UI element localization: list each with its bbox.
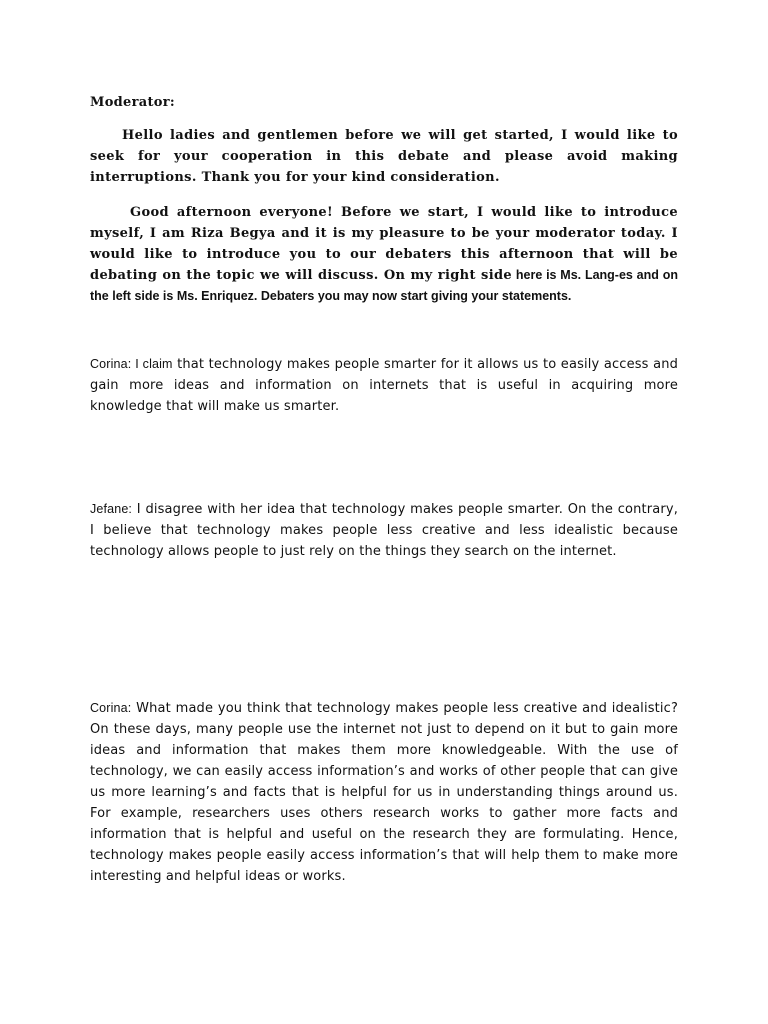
moderator-intro-paragraph-2-main: Good afternoon everyone! Before we start, I would like to introduce myself, I am Riza Begya and it is my pleasure to be your moderator today. I would like to introduce you to our debaters this afternoon that will be debating on the topic we will discuss. On my right side: [90, 205, 678, 283]
moderator-intro-paragraph-1: Hello ladies and gentlemen before we will get started, I would like to seek for your cooperation in this debate and please avoid making interruptions. Thank you for your kind consideration.: [90, 128, 678, 185]
statement-corina-1: [90, 354, 678, 417]
speaker-label: Corina:: [90, 701, 132, 715]
statement-text: that technology makes people smarter for it allows us to easily access and gain more ideas and information on internets that is useful in acquiring more knowledge that will make us smarter.: [90, 357, 679, 414]
statement-text: I disagree with her idea that technology makes people smarter. On the contrary, I believe that technology makes people less creative and less idealistic because technology allows people to just rely on the things they search on the internet.: [90, 502, 678, 559]
statement-text: What made you think that technology makes people less creative and idealistic? On these days, many people use the internet not just to depend on it but to gain more ideas and information that makes them more knowledgeable. With the use of technology, we can easily access information’s and works of other people that can give us more learning’s and facts that is helpful for us in understanding things around us. For example, researchers uses others research works to gather more facts and information that is helpful and useful on the research they are formulating. Hence, technology makes people easily access information’s that will help them to make more interesting and helpful ideas or works.: [90, 701, 678, 884]
statement-corina-2: [90, 698, 678, 887]
moderator-heading: Moderator:: [90, 95, 176, 110]
moderator-intro-paragraph-2-tail: here is Ms. Lang-es and on the left side is Ms. Enriquez. Debaters you may now start giving your statements.: [90, 268, 678, 303]
speaker-label: Jefane:: [90, 502, 133, 516]
speaker-label: Corina: I claim: [90, 357, 173, 371]
statement-jefane: [90, 499, 678, 562]
moderator-intro-paragraph-2: [90, 202, 678, 307]
